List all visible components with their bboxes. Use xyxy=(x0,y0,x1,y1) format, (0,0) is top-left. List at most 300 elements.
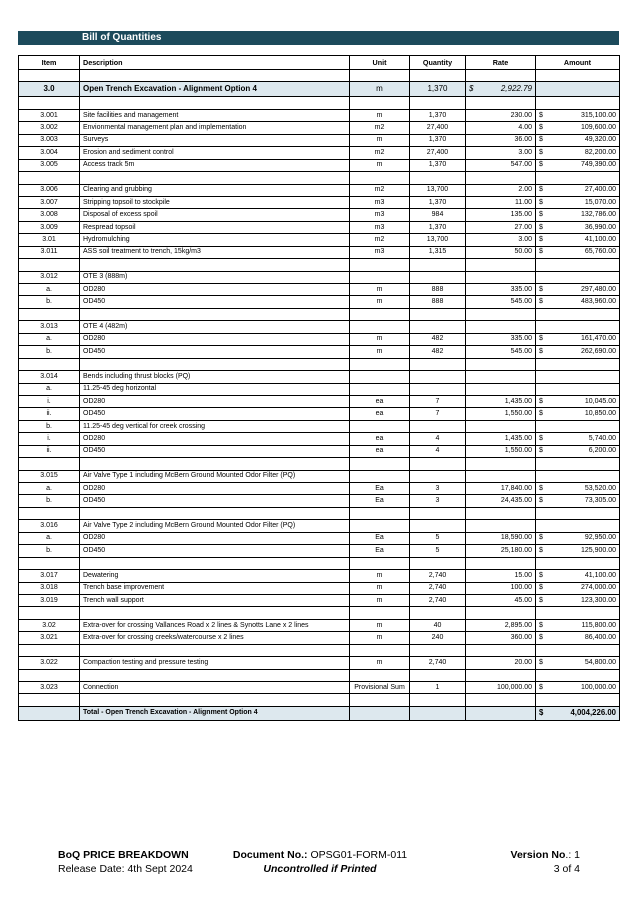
row-unit: m xyxy=(350,333,410,345)
col-header-unit: Unit xyxy=(350,56,410,70)
row-amount: 749,390.00 xyxy=(548,159,620,171)
row-amount: 49,320.00 xyxy=(548,134,620,146)
row-amount-blank xyxy=(536,371,620,383)
table-row xyxy=(19,570,620,582)
row-rate xyxy=(466,321,536,333)
footer-version-label: Version No xyxy=(510,849,566,861)
table-row xyxy=(19,296,620,308)
spacer-row xyxy=(19,458,620,470)
row-description: Air Valve Type 1 including McBern Ground Mounted Odor Filter (PQ) xyxy=(80,470,350,482)
row-currency: $ xyxy=(536,619,548,631)
row-quantity: 3 xyxy=(410,483,466,495)
row-currency: $ xyxy=(536,545,548,557)
row-quantity: 13,700 xyxy=(410,234,466,246)
row-unit: ea xyxy=(350,445,410,457)
row-item: 3.021 xyxy=(19,632,80,644)
row-item: a. xyxy=(19,333,80,345)
footer-right xyxy=(509,848,580,876)
row-description: Surveys xyxy=(80,134,350,146)
row-rate: 17,840.00 xyxy=(466,483,536,495)
row-description: Erosion and sediment control xyxy=(80,147,350,159)
row-rate: 4.00 xyxy=(466,122,536,134)
row-description: 11.25-45 deg horizontal xyxy=(80,383,350,395)
table-row xyxy=(19,545,620,557)
row-item: i. xyxy=(19,433,80,445)
row-item: 3.017 xyxy=(19,570,80,582)
table-row xyxy=(19,619,620,631)
row-item: 3.016 xyxy=(19,520,80,532)
row-amount: 65,760.00 xyxy=(548,246,620,258)
row-rate: 100,000.00 xyxy=(466,682,536,694)
row-quantity: 482 xyxy=(410,333,466,345)
row-quantity: 1,370 xyxy=(410,109,466,121)
row-rate: 547.00 xyxy=(466,159,536,171)
row-currency: $ xyxy=(536,433,548,445)
row-amount: 54,800.00 xyxy=(548,657,620,669)
row-rate: 2,895.00 xyxy=(466,619,536,631)
row-item: 3.002 xyxy=(19,122,80,134)
row-currency: $ xyxy=(536,246,548,258)
row-amount: 10,045.00 xyxy=(548,395,620,407)
row-unit: Ea xyxy=(350,532,410,544)
row-rate: 50.00 xyxy=(466,246,536,258)
row-item: a. xyxy=(19,383,80,395)
table-row xyxy=(19,333,620,345)
row-quantity: 482 xyxy=(410,346,466,358)
row-currency: $ xyxy=(536,657,548,669)
table-row xyxy=(19,184,620,196)
row-rate: 230.00 xyxy=(466,109,536,121)
row-description: OD280 xyxy=(80,395,350,407)
table-row xyxy=(19,520,620,532)
table-row xyxy=(19,420,620,432)
row-quantity: 5 xyxy=(410,532,466,544)
row-amount: 109,600.00 xyxy=(548,122,620,134)
table-row xyxy=(19,371,620,383)
table-row xyxy=(19,383,620,395)
row-description: Site facilities and management xyxy=(80,109,350,121)
row-description: 11.25-45 deg vertical for creek crossing xyxy=(80,420,350,432)
table-row xyxy=(19,483,620,495)
spacer-row xyxy=(19,607,620,619)
row-item: 3.014 xyxy=(19,371,80,383)
row-description: OD450 xyxy=(80,296,350,308)
table-row xyxy=(19,433,620,445)
section-item: 3.0 xyxy=(19,82,80,97)
table-row xyxy=(19,196,620,208)
page-title: Bill of Quantities xyxy=(82,32,162,43)
row-unit: m xyxy=(350,657,410,669)
row-unit xyxy=(350,321,410,333)
row-quantity: 1,370 xyxy=(410,196,466,208)
row-unit: m2 xyxy=(350,184,410,196)
row-rate xyxy=(466,470,536,482)
spacer-row xyxy=(19,70,620,82)
section-row xyxy=(19,82,620,97)
row-amount: 41,100.00 xyxy=(548,234,620,246)
table-row xyxy=(19,271,620,283)
section-amount-blank xyxy=(536,82,620,97)
spacer-row xyxy=(19,694,620,706)
row-quantity: 27,400 xyxy=(410,122,466,134)
row-quantity xyxy=(410,470,466,482)
row-unit: m3 xyxy=(350,209,410,221)
row-rate xyxy=(466,271,536,283)
row-description: Compaction testing and pressure testing xyxy=(80,657,350,669)
table-header-row xyxy=(19,56,620,70)
row-unit: ea xyxy=(350,433,410,445)
row-quantity: 40 xyxy=(410,619,466,631)
footer-version-value: .: 1 xyxy=(565,849,580,861)
table-row xyxy=(19,395,620,407)
section-rate-cell xyxy=(466,82,536,97)
row-item: 3.007 xyxy=(19,196,80,208)
row-quantity: 7 xyxy=(410,395,466,407)
row-description: OTE 4 (482m) xyxy=(80,321,350,333)
row-unit: m xyxy=(350,570,410,582)
table-row xyxy=(19,495,620,507)
row-amount: 92,950.00 xyxy=(548,532,620,544)
row-item: ii. xyxy=(19,408,80,420)
row-unit: m2 xyxy=(350,234,410,246)
col-header-description: Description xyxy=(80,56,350,70)
row-item: 3.02 xyxy=(19,619,80,631)
row-amount: 41,100.00 xyxy=(548,570,620,582)
table-row xyxy=(19,682,620,694)
table-row xyxy=(19,657,620,669)
row-quantity: 888 xyxy=(410,296,466,308)
row-item: 3.022 xyxy=(19,657,80,669)
row-currency: $ xyxy=(536,483,548,495)
row-rate: 100.00 xyxy=(466,582,536,594)
row-rate: 11.00 xyxy=(466,196,536,208)
row-amount-blank xyxy=(536,420,620,432)
row-unit xyxy=(350,420,410,432)
row-rate: 3.00 xyxy=(466,234,536,246)
row-rate: 27.00 xyxy=(466,221,536,233)
row-quantity: 3 xyxy=(410,495,466,507)
row-currency: $ xyxy=(536,682,548,694)
table-row xyxy=(19,109,620,121)
row-amount: 125,900.00 xyxy=(548,545,620,557)
row-unit: m xyxy=(350,284,410,296)
row-currency: $ xyxy=(536,395,548,407)
row-currency: $ xyxy=(536,234,548,246)
table-row xyxy=(19,346,620,358)
row-currency: $ xyxy=(536,570,548,582)
row-amount: 115,800.00 xyxy=(548,619,620,631)
row-currency: $ xyxy=(536,346,548,358)
table-row xyxy=(19,582,620,594)
row-rate: 1,550.00 xyxy=(466,445,536,457)
row-rate: 545.00 xyxy=(466,346,536,358)
row-currency: $ xyxy=(536,209,548,221)
row-unit: m xyxy=(350,296,410,308)
spacer-row xyxy=(19,507,620,519)
row-item: 3.019 xyxy=(19,594,80,606)
row-amount: 10,850.00 xyxy=(548,408,620,420)
row-quantity: 5 xyxy=(410,545,466,557)
table-row xyxy=(19,147,620,159)
row-item: b. xyxy=(19,420,80,432)
row-currency: $ xyxy=(536,134,548,146)
row-description: OD450 xyxy=(80,346,350,358)
row-item: 3.003 xyxy=(19,134,80,146)
footer-doc-number: OPSG01-FORM-011 xyxy=(310,849,408,861)
row-quantity: 1 xyxy=(410,682,466,694)
row-quantity: 4 xyxy=(410,433,466,445)
total-amount: 4,004,226.00 xyxy=(548,706,620,720)
boq-table xyxy=(18,55,620,721)
row-quantity xyxy=(410,371,466,383)
row-unit: m xyxy=(350,594,410,606)
row-currency: $ xyxy=(536,632,548,644)
row-unit: m xyxy=(350,109,410,121)
row-amount: 274,000.00 xyxy=(548,582,620,594)
row-item: 3.013 xyxy=(19,321,80,333)
row-description: OD280 xyxy=(80,333,350,345)
row-amount-blank xyxy=(536,520,620,532)
footer-doc-label: Document No.: xyxy=(232,849,308,861)
row-currency: $ xyxy=(536,159,548,171)
row-rate: 18,590.00 xyxy=(466,532,536,544)
row-item: 3.015 xyxy=(19,470,80,482)
row-unit: Ea xyxy=(350,483,410,495)
col-header-amount: Amount xyxy=(536,56,620,70)
row-description: OTE 3 (888m) xyxy=(80,271,350,283)
row-item: 3.008 xyxy=(19,209,80,221)
table-row xyxy=(19,246,620,258)
spacer-row xyxy=(19,644,620,656)
row-quantity xyxy=(410,520,466,532)
row-unit xyxy=(350,271,410,283)
row-item: 3.018 xyxy=(19,582,80,594)
row-unit xyxy=(350,470,410,482)
row-quantity xyxy=(410,420,466,432)
row-amount: 6,200.00 xyxy=(548,445,620,457)
row-unit: m xyxy=(350,582,410,594)
row-item: b. xyxy=(19,296,80,308)
row-description: Extra-over for crossing Vallances Road x 2 lines & Synotts Lane x 2 lines xyxy=(80,619,350,631)
table-row xyxy=(19,234,620,246)
row-item: a. xyxy=(19,284,80,296)
row-unit: Provisional Sum xyxy=(350,682,410,694)
row-quantity: 888 xyxy=(410,284,466,296)
row-currency: $ xyxy=(536,184,548,196)
row-rate: 25,180.00 xyxy=(466,545,536,557)
row-currency: $ xyxy=(536,445,548,457)
row-amount: 73,305.00 xyxy=(548,495,620,507)
table-row xyxy=(19,632,620,644)
row-amount: 53,520.00 xyxy=(548,483,620,495)
row-quantity: 1,315 xyxy=(410,246,466,258)
row-quantity: 240 xyxy=(410,632,466,644)
table-row xyxy=(19,594,620,606)
row-quantity: 2,740 xyxy=(410,594,466,606)
row-rate: 2.00 xyxy=(466,184,536,196)
row-description: Trench base improvement xyxy=(80,582,350,594)
row-item: 3.01 xyxy=(19,234,80,246)
row-rate: 360.00 xyxy=(466,632,536,644)
row-item: b. xyxy=(19,346,80,358)
row-currency: $ xyxy=(536,221,548,233)
footer-doc-type: BoQ PRICE BREAKDOWN xyxy=(58,849,189,861)
row-description: Bends including thrust blocks (PQ) xyxy=(80,371,350,383)
row-currency: $ xyxy=(536,196,548,208)
row-currency: $ xyxy=(536,109,548,121)
row-rate: 335.00 xyxy=(466,284,536,296)
row-description: Stripping topsoil to stockpile xyxy=(80,196,350,208)
row-amount-blank xyxy=(536,321,620,333)
spacer-row xyxy=(19,308,620,320)
row-currency: $ xyxy=(536,284,548,296)
row-unit: m3 xyxy=(350,246,410,258)
row-unit: m xyxy=(350,134,410,146)
row-quantity: 13,700 xyxy=(410,184,466,196)
footer-left xyxy=(58,848,193,876)
row-amount-blank xyxy=(536,383,620,395)
row-unit: m xyxy=(350,346,410,358)
total-currency: $ xyxy=(536,706,548,720)
row-currency: $ xyxy=(536,495,548,507)
row-unit: m3 xyxy=(350,221,410,233)
footer-page-number: 3 of 4 xyxy=(553,863,580,875)
row-unit xyxy=(350,520,410,532)
row-rate: 335.00 xyxy=(466,333,536,345)
row-rate xyxy=(466,520,536,532)
row-rate: 15.00 xyxy=(466,570,536,582)
row-quantity xyxy=(410,383,466,395)
table-row xyxy=(19,321,620,333)
row-description: Hydromulching xyxy=(80,234,350,246)
row-item: b. xyxy=(19,495,80,507)
row-amount: 82,200.00 xyxy=(548,147,620,159)
row-unit xyxy=(350,371,410,383)
row-item: i. xyxy=(19,395,80,407)
row-unit: m xyxy=(350,159,410,171)
row-rate: 36.00 xyxy=(466,134,536,146)
row-amount: 262,690.00 xyxy=(548,346,620,358)
section-currency: $ xyxy=(469,84,474,94)
spacer-row xyxy=(19,669,620,681)
row-rate: 545.00 xyxy=(466,296,536,308)
row-item: 3.004 xyxy=(19,147,80,159)
row-currency: $ xyxy=(536,532,548,544)
row-rate: 135.00 xyxy=(466,209,536,221)
row-item: a. xyxy=(19,483,80,495)
row-description: Air Valve Type 2 including McBern Ground Mounted Odor Filter (PQ) xyxy=(80,520,350,532)
row-currency: $ xyxy=(536,333,548,345)
row-item: ii. xyxy=(19,445,80,457)
row-description: Extra-over for crossing creeks/watercourse x 2 lines xyxy=(80,632,350,644)
spacer-row xyxy=(19,557,620,569)
footer-release-date: Release Date: 4th Sept 2024 xyxy=(58,863,193,875)
table-body xyxy=(19,70,620,707)
row-amount: 15,070.00 xyxy=(548,196,620,208)
table-row xyxy=(19,159,620,171)
table-row xyxy=(19,134,620,146)
row-currency: $ xyxy=(536,147,548,159)
row-amount: 315,100.00 xyxy=(548,109,620,121)
row-amount: 86,400.00 xyxy=(548,632,620,644)
row-amount-blank xyxy=(536,271,620,283)
row-rate: 20.00 xyxy=(466,657,536,669)
row-quantity xyxy=(410,271,466,283)
row-rate: 1,435.00 xyxy=(466,433,536,445)
row-item: 3.001 xyxy=(19,109,80,121)
row-quantity: 1,370 xyxy=(410,134,466,146)
row-quantity: 4 xyxy=(410,445,466,457)
row-unit: Ea xyxy=(350,545,410,557)
col-header-quantity: Quantity xyxy=(410,56,466,70)
row-item: 3.009 xyxy=(19,221,80,233)
row-amount: 5,740.00 xyxy=(548,433,620,445)
total-row xyxy=(19,706,620,720)
spacer-row xyxy=(19,259,620,271)
row-quantity: 984 xyxy=(410,209,466,221)
row-quantity: 7 xyxy=(410,408,466,420)
col-header-item: Item xyxy=(19,56,80,70)
row-currency: $ xyxy=(536,408,548,420)
row-currency: $ xyxy=(536,296,548,308)
row-unit xyxy=(350,383,410,395)
section-quantity: 1,370 xyxy=(410,82,466,97)
section-rate: 2,922.79 xyxy=(500,84,532,94)
table-row xyxy=(19,532,620,544)
bill-of-quantities-banner xyxy=(18,31,619,45)
row-amount: 483,960.00 xyxy=(548,296,620,308)
table-row xyxy=(19,209,620,221)
row-unit: m3 xyxy=(350,196,410,208)
row-rate xyxy=(466,371,536,383)
row-unit: m xyxy=(350,619,410,631)
row-quantity: 1,370 xyxy=(410,221,466,233)
col-header-rate: Rate xyxy=(466,56,536,70)
row-unit: Ea xyxy=(350,495,410,507)
total-description: Total - Open Trench Excavation - Alignment Option 4 xyxy=(80,706,350,720)
row-description: Access track 5m xyxy=(80,159,350,171)
row-item: 3.023 xyxy=(19,682,80,694)
row-description: Respread topsoil xyxy=(80,221,350,233)
row-description: Dewatering xyxy=(80,570,350,582)
row-rate: 1,550.00 xyxy=(466,408,536,420)
row-item: 3.006 xyxy=(19,184,80,196)
row-description: OD280 xyxy=(80,284,350,296)
table-row xyxy=(19,445,620,457)
row-amount: 100,000.00 xyxy=(548,682,620,694)
row-item: 3.011 xyxy=(19,246,80,258)
spacer-row xyxy=(19,358,620,370)
footer-middle xyxy=(230,848,410,876)
row-currency: $ xyxy=(536,582,548,594)
row-rate xyxy=(466,420,536,432)
section-unit: m xyxy=(350,82,410,97)
row-rate xyxy=(466,383,536,395)
table-row xyxy=(19,470,620,482)
row-currency: $ xyxy=(536,122,548,134)
row-unit: m xyxy=(350,632,410,644)
row-item: a. xyxy=(19,532,80,544)
row-quantity: 2,740 xyxy=(410,570,466,582)
row-quantity xyxy=(410,321,466,333)
table-row xyxy=(19,122,620,134)
row-amount: 27,400.00 xyxy=(548,184,620,196)
footer-uncontrolled: Uncontrolled if Printed xyxy=(263,863,377,875)
row-amount: 123,300.00 xyxy=(548,594,620,606)
row-item: 3.005 xyxy=(19,159,80,171)
row-description: Connection xyxy=(80,682,350,694)
row-amount: 161,470.00 xyxy=(548,333,620,345)
